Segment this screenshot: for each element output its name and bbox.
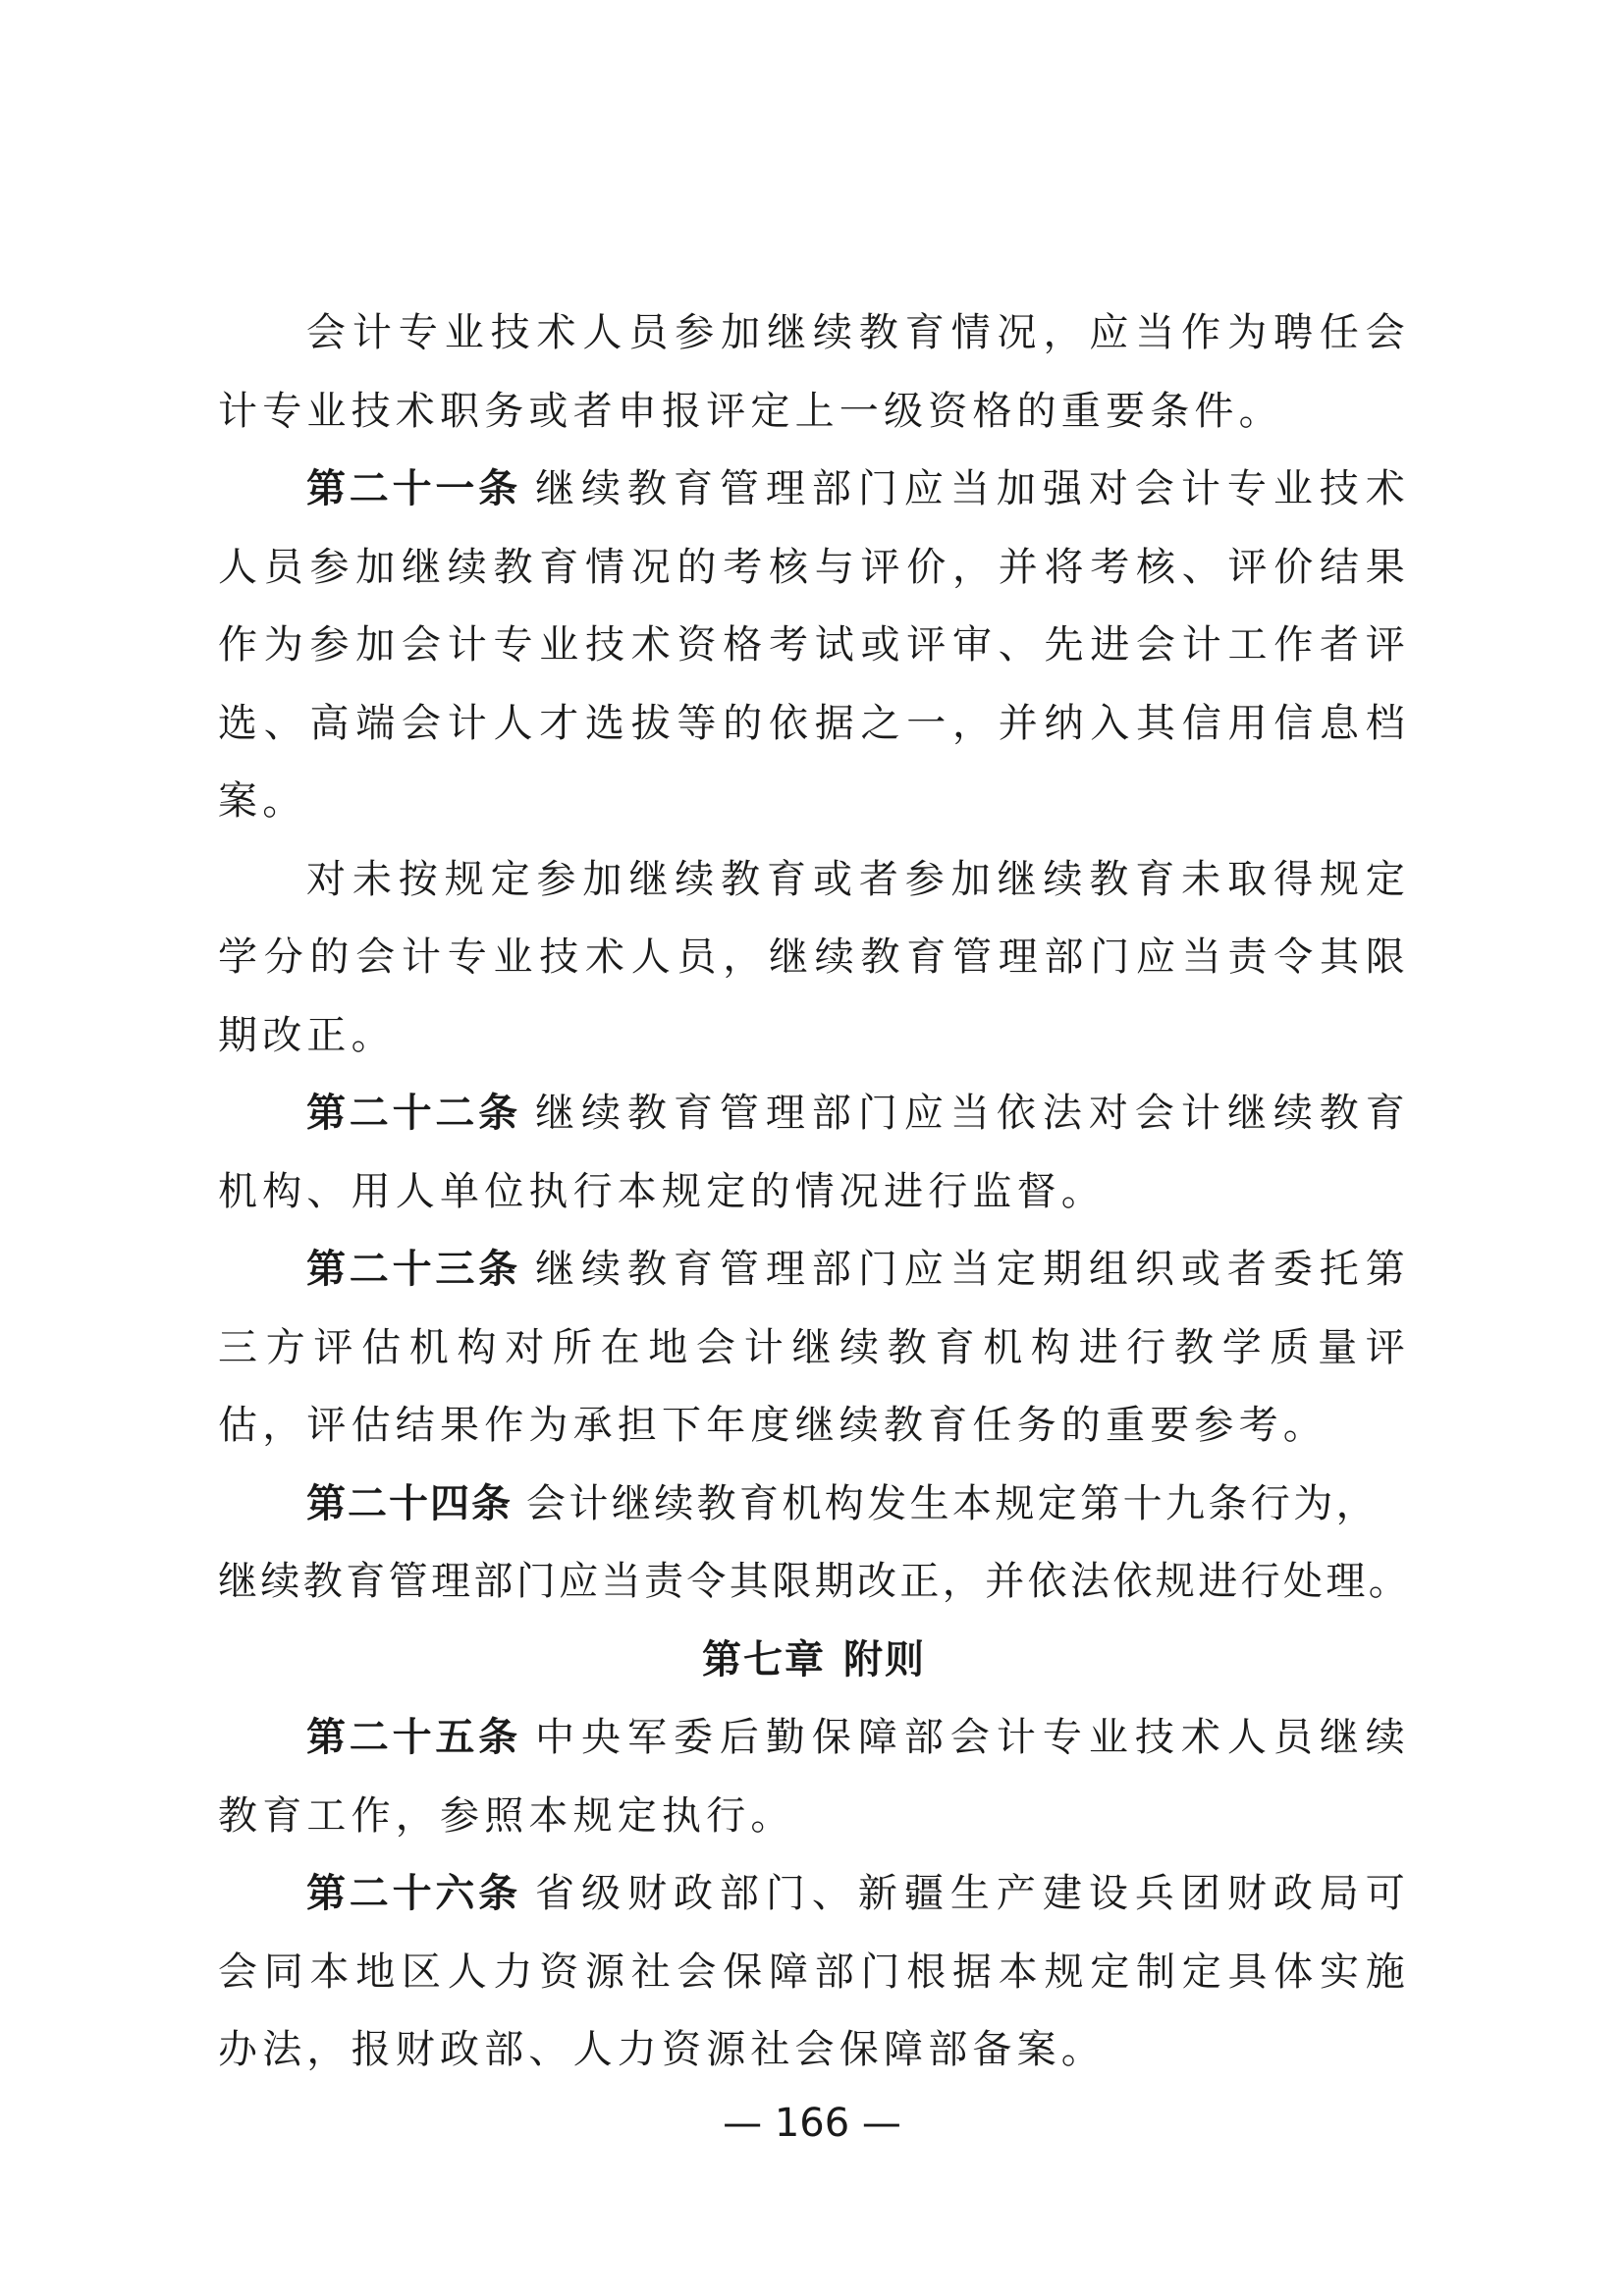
article-26	[218, 1855, 1410, 2090]
article-text: 中央军委后勤保障部会计专业技术人员继续教育工作，参照本规定执行。	[218, 1715, 1411, 1839]
paragraph-continuing-education-condition	[218, 294, 1410, 451]
article-number: 第二十三条	[306, 1247, 521, 1292]
article-number: 第二十六条	[306, 1871, 521, 1916]
article-text: 继续教育管理部门应当定期组织或者委托第三方评估机构对所在地会计继续教育机构进行教学质量评估，评估结果作为承担下年度继续教育任务的重要参考。	[218, 1247, 1411, 1448]
article-24	[218, 1466, 1410, 1622]
article-text-line2: 继续教育管理部门应当责令其限期改正，并依法依规进行处理。	[218, 1559, 1412, 1604]
page-number: — 166 —	[723, 2101, 901, 2146]
paragraph-text: 对未按规定参加继续教育或者参加继续教育未取得规定学分的会计专业技术人员，继续教育管理部门应当责令其限期改正。	[218, 856, 1410, 1058]
article-text: 继续教育管理部门应当加强对会计专业技术人员参加继续教育情况的考核与评价，并将考核、评价结果作为参加会计专业技术资格考试或评审、先进会计工作者评选、高端会计人才选拔等的依据之一，并纳入其信用信息档案。	[218, 466, 1411, 824]
article-number: 第二十五条	[306, 1715, 521, 1760]
article-22	[218, 1075, 1410, 1231]
article-25	[218, 1699, 1410, 1855]
article-text-line1: 会计继续教育机构发生本规定第十九条行为，	[526, 1480, 1379, 1526]
chapter-number: 第七章	[702, 1636, 826, 1682]
article-text: 继续教育管理部门应当依法对会计继续教育机构、用人单位执行本规定的情况进行监督。	[218, 1091, 1411, 1214]
article-text: 省级财政部门、新疆生产建设兵团财政局可会同本地区人力资源社会保障部门根据本规定制定具体实施办法，报财政部、人力资源社会保障部备案。	[218, 1871, 1411, 2072]
paragraph-text: 会计专业技术人员参加继续教育情况，应当作为聘任会计专业技术职务或者申报评定上一级资格的重要条件。	[218, 310, 1410, 434]
article-number: 第二十四条	[306, 1480, 513, 1526]
article-21	[218, 451, 1410, 841]
article-23	[218, 1231, 1410, 1466]
paragraph-correction-order	[218, 841, 1410, 1076]
article-number: 第二十二条	[306, 1091, 521, 1136]
document-body	[218, 294, 1410, 2090]
article-number: 第二十一条	[306, 466, 521, 511]
chapter-title-text: 附则	[843, 1636, 926, 1682]
chapter-heading	[218, 1622, 1410, 1700]
